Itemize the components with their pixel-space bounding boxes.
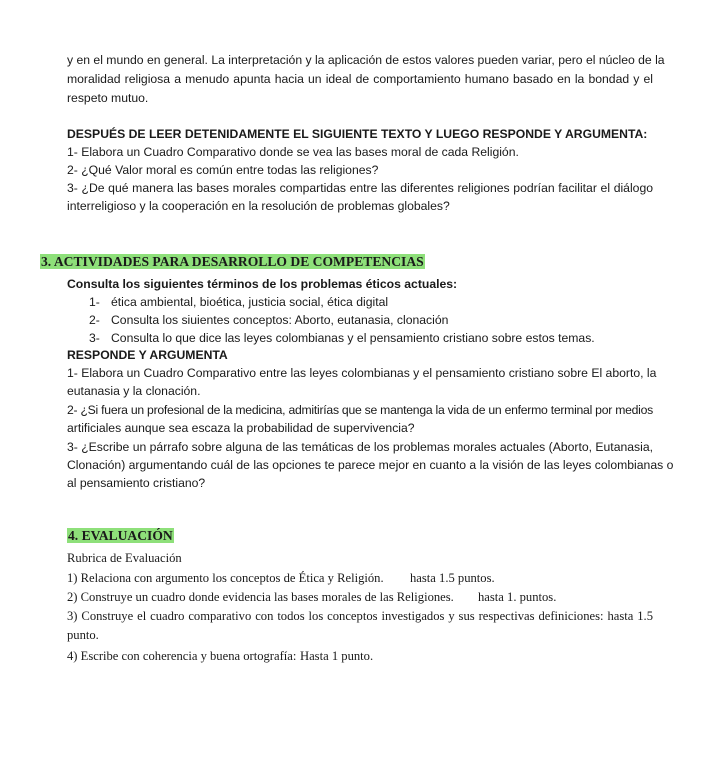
criterion-2-text: 2) Construye un cuadro donde evidencia las bases morales de las Religiones.: [67, 590, 454, 604]
respond-1-line-2: eutanasia y la clonación.: [67, 384, 201, 398]
consult-item-3: [89, 330, 595, 346]
criterion-2-points: hasta 1. puntos.: [478, 590, 557, 604]
section-4-title: 4. EVALUACIÓN: [68, 528, 173, 543]
consult-item-2: [89, 312, 448, 328]
question-3-line-2: interreligioso y la cooperación en la resolución de problemas globales?: [67, 199, 450, 213]
consult-item-2-number: 2-: [89, 313, 100, 327]
intro-line-1: y en el mundo en general. La interpretación y la aplicación de estos valores pueden variar, pero el núcleo de la: [67, 53, 665, 67]
criterion-3-line-2: punto.: [67, 628, 99, 642]
criterion-4-text: 4) Escribe con coherencia y buena ortografía:: [67, 649, 297, 663]
question-1: 1- Elabora un Cuadro Comparativo donde se vea las bases moral de cada Religión.: [67, 145, 519, 159]
criterion-4-points: Hasta 1 punto.: [300, 649, 374, 663]
criterion-3-line-1: 3) Construye el cuadro comparativo con todos los conceptos investigados y sus respectivas definiciones: hasta 1.5: [67, 609, 653, 623]
consult-item-1-text: ética ambiental, bioética, justicia social, ética digital: [111, 295, 389, 309]
criterion-1-points: hasta 1.5 puntos.: [410, 571, 495, 585]
consult-item-2-text: Consulta los siuientes conceptos: Aborto, eutanasia, clonación: [111, 313, 449, 327]
consult-item-3-number: 3-: [89, 331, 100, 345]
respond-3-line-1: 3- ¿Escribe un párrafo sobre alguna de las temáticas de los problemas morales actuales (Aborto, Eutanasia,: [67, 440, 653, 454]
respond-2-line-2: artificiales aunque sea escaza la probabilidad de supervivencia?: [67, 421, 415, 435]
rubric-title: Rubrica de Evaluación: [67, 551, 182, 565]
section-3-title: 3. ACTIVIDADES PARA DESARROLLO DE COMPETENCIAS: [41, 254, 424, 269]
respond-1-line-1: 1- Elabora un Cuadro Comparativo entre las leyes colombianas y el pensamiento cristiano sobre El aborto, la: [67, 366, 657, 380]
criterion-1-text: 1) Relaciona con argumento los conceptos de Ética y Religión.: [67, 571, 384, 585]
question-2: 2- ¿Qué Valor moral es común entre todas las religiones?: [67, 163, 379, 177]
intro-line-3: respeto mutuo.: [67, 91, 149, 105]
respond-2-line-1: 2- ¿Si fuera un profesional de la medicina, admitirías que se mantenga la vida de un enfermo terminal por medios: [67, 403, 653, 417]
consult-item-1: [89, 294, 388, 310]
consult-item-1-number: 1-: [89, 295, 100, 309]
consult-heading: Consulta los siguientes términos de los problemas éticos actuales:: [67, 277, 458, 291]
question-3-line-1: 3- ¿De qué manera las bases morales compartidas entre las diferentes religiones podrían facilitar el diálogo: [67, 181, 653, 195]
section-3-title-wrap: [40, 253, 425, 270]
consult-item-3-text: Consulta lo que dice las leyes colombianas y el pensamiento cristiano sobre estos temas.: [111, 331, 595, 345]
after-reading-heading: DESPUÉS DE LEER DETENIDAMENTE EL SIGUIENTE TEXTO Y LUEGO RESPONDE Y ARGUMENTA:: [67, 127, 648, 141]
section-4-title-wrap: [67, 527, 174, 544]
intro-line-2: moralidad religiosa a menudo apunta hacia un ideal de comportamiento humano basado en la bondad y el: [67, 72, 653, 86]
respond-heading: RESPONDE Y ARGUMENTA: [67, 348, 228, 362]
respond-3-line-2: Clonación) argumentando cuál de las opciones te parece mejor en cuanto a la visión de las leyes colombianas o: [67, 458, 674, 472]
respond-3-line-3: al pensamiento cristiano?: [67, 476, 206, 490]
